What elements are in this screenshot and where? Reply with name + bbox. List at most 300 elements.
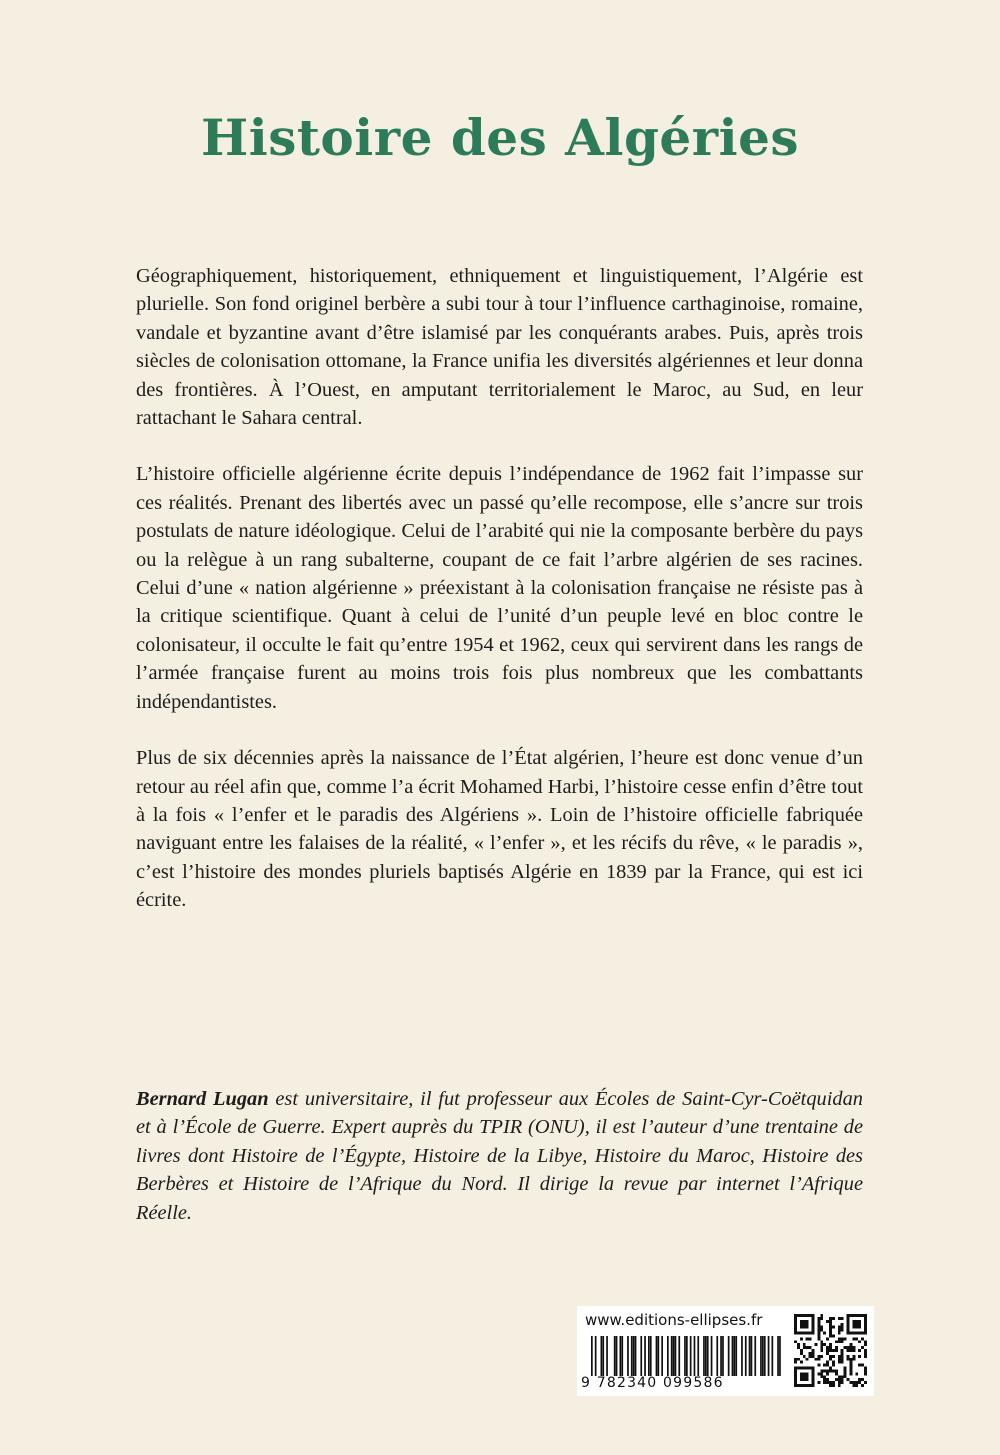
barcode-bar	[601, 1336, 603, 1376]
qr-module	[829, 1367, 832, 1370]
barcode-bar	[779, 1336, 781, 1376]
qr-module	[832, 1384, 835, 1387]
author-bio-text: est universitaire, il fut professeur aux Écoles de Saint-Cyr-Coëtquidan et à l’École de Guerre. Expert auprès du TPIR (ONU), il est l’auteur d’une trentaine de livres dont Histoire de l’Égypte, Histoire de la Libye, Histoire du Maroc, Histoire des Berbères et Histoire de l’Afrique du Nord. Il dirige la revue par internet l’Afrique Réelle.	[136, 1088, 863, 1224]
qr-module	[864, 1349, 867, 1352]
qr-module	[858, 1314, 861, 1317]
barcode-bar	[635, 1336, 637, 1376]
qr-module	[794, 1320, 797, 1323]
qr-module	[829, 1326, 832, 1329]
qr-module	[800, 1332, 803, 1335]
qr-module	[803, 1326, 806, 1329]
barcode-bar	[673, 1336, 675, 1376]
qr-module	[817, 1372, 820, 1375]
qr-module	[826, 1349, 829, 1352]
qr-module	[838, 1337, 841, 1340]
qr-module	[817, 1329, 820, 1332]
blurb-paragraph-2: L’histoire officielle algérienne écrite depuis l’indépendance de 1962 fait l’impasse sur ces réalités. Prenant des libertés avec un passé qu’elle recompose, elle s’ancre sur trois postulats de nature idéologique. Celui de l’arabité qui nie la composante berbère du pays ou la relègue à un rang subalterne, coupant de ce fait l’arbre algérien de ses racines. Celui d’une « nation algérienne » préexistant à la colonisation française ne résiste pas à la critique scientifique. Quant à celui de l’unité d’un peuple levé en bloc contre le colonisateur, il occulte le fait qu’entre 1954 et 1962, ceux qui servirent dans les rangs de l’armée française furent au moins trois fois plus nombreux que les combattants indépendantistes.	[136, 463, 863, 713]
qr-module	[800, 1337, 803, 1340]
qr-module	[829, 1384, 832, 1387]
barcode-bar	[760, 1336, 762, 1376]
qr-module	[826, 1346, 829, 1349]
qr-module	[809, 1314, 812, 1317]
qr-module	[794, 1384, 797, 1387]
qr-module	[832, 1361, 835, 1364]
qr-module	[838, 1326, 841, 1329]
qr-module	[820, 1349, 823, 1352]
qr-module	[835, 1378, 838, 1381]
qr-module	[844, 1346, 847, 1349]
qr-module	[847, 1378, 850, 1381]
qr-module	[864, 1320, 867, 1323]
qr-module	[844, 1367, 847, 1370]
qr-module	[864, 1329, 867, 1332]
qr-module	[858, 1340, 861, 1343]
qr-module	[803, 1355, 806, 1358]
qr-module	[855, 1314, 858, 1317]
qr-module	[814, 1343, 817, 1346]
qr-module	[861, 1332, 864, 1335]
barcode-bar	[648, 1336, 650, 1376]
qr-module	[849, 1369, 852, 1372]
qr-module	[838, 1378, 841, 1381]
barcode-bar	[591, 1336, 593, 1376]
qr-module	[806, 1320, 809, 1323]
barcode-bar	[707, 1336, 709, 1376]
qr-module	[803, 1320, 806, 1323]
qr-module	[832, 1355, 835, 1358]
qr-module	[794, 1358, 797, 1361]
qr-module	[817, 1355, 820, 1358]
author-bio	[136, 1085, 863, 1227]
qr-module	[838, 1381, 841, 1384]
qr-module	[803, 1378, 806, 1381]
barcode-bar	[694, 1336, 696, 1376]
barcode-bar	[711, 1336, 713, 1376]
qr-module	[812, 1378, 815, 1381]
book-title: Histoire des Algéries	[200, 108, 800, 167]
qr-module	[852, 1337, 855, 1340]
qr-module	[835, 1346, 838, 1349]
qr-module	[800, 1378, 803, 1381]
barcode-bar	[686, 1336, 688, 1376]
qr-module	[841, 1361, 844, 1364]
qr-module	[849, 1349, 852, 1352]
barcode-panel	[577, 1306, 874, 1396]
qr-module	[829, 1349, 832, 1352]
qr-module	[864, 1343, 867, 1346]
qr-module	[820, 1372, 823, 1375]
barcode-bar	[732, 1336, 734, 1376]
blurb-paragraph-3: Plus de six décennies après la naissance de l’État algérien, l’heure est donc venue d’un retour au réel afin que, comme l’a écrit Mohamed Harbi, l’histoire cesse enfin d’être tout à la fois « l’enfer et le paradis des Algériens ». Loin de l’histoire officielle fabriquée naviguant entre les falaises de la réalité, « l’enfer », et les récifs du rêve, « le paradis », c’est l’histoire des mondes pluriels baptisés Algérie en 1839 par la France, qui est ici écrite.	[136, 747, 863, 912]
qr-module	[829, 1355, 832, 1358]
qr-module	[855, 1320, 858, 1323]
barcode-bar	[675, 1336, 677, 1376]
qr-module	[849, 1367, 852, 1370]
qr-module	[809, 1346, 812, 1349]
qr-module	[817, 1358, 820, 1361]
qr-module	[841, 1358, 844, 1361]
qr-module	[794, 1332, 797, 1335]
barcode-bar	[705, 1336, 707, 1376]
qr-module	[812, 1384, 815, 1387]
qr-module	[832, 1381, 835, 1384]
qr-module	[823, 1364, 826, 1367]
barcode-bar	[741, 1336, 743, 1376]
qr-module	[812, 1349, 815, 1352]
qr-module	[841, 1323, 844, 1326]
qr-module	[838, 1317, 841, 1320]
qr-module	[847, 1355, 850, 1358]
barcode-bar	[658, 1336, 660, 1376]
qr-module	[849, 1314, 852, 1317]
qr-module	[861, 1337, 864, 1340]
qr-module	[812, 1329, 815, 1332]
qr-module	[817, 1323, 820, 1326]
barcode-bar	[650, 1336, 652, 1376]
qr-module	[797, 1343, 800, 1346]
qr-module	[812, 1367, 815, 1370]
qr-module	[823, 1375, 826, 1378]
qr-module	[847, 1329, 850, 1332]
barcode-bar	[754, 1336, 756, 1376]
qr-module	[803, 1343, 806, 1346]
qr-module	[812, 1332, 815, 1335]
qr-module	[803, 1332, 806, 1335]
qr-module	[861, 1378, 864, 1381]
qr-module	[812, 1314, 815, 1317]
qr-module	[864, 1355, 867, 1358]
qr-module	[852, 1349, 855, 1352]
isbn-number: 9 782340 099586	[581, 1375, 724, 1391]
qr-module	[861, 1384, 864, 1387]
barcode-bar	[703, 1336, 705, 1376]
qr-module	[794, 1375, 797, 1378]
qr-module	[820, 1317, 823, 1320]
qr-module	[817, 1326, 820, 1329]
qr-module	[849, 1346, 852, 1349]
barcode-bar	[614, 1336, 616, 1376]
qr-module	[809, 1352, 812, 1355]
qr-module	[794, 1340, 797, 1343]
qr-module	[800, 1352, 803, 1355]
qr-module	[817, 1320, 820, 1323]
barcode-bar	[656, 1336, 658, 1376]
author-name: Bernard Lugan	[136, 1088, 269, 1110]
qr-module	[794, 1326, 797, 1329]
qr-module	[800, 1372, 803, 1375]
qr-module	[864, 1340, 867, 1343]
qr-module	[826, 1369, 829, 1372]
qr-module	[809, 1384, 812, 1387]
qr-module	[829, 1329, 832, 1332]
qr-module	[826, 1372, 829, 1375]
qr-module	[844, 1337, 847, 1340]
qr-module	[806, 1337, 809, 1340]
qr-module	[826, 1364, 829, 1367]
qr-module	[806, 1358, 809, 1361]
qr-module	[841, 1329, 844, 1332]
qr-module	[838, 1329, 841, 1332]
qr-module	[794, 1367, 797, 1370]
qr-module	[817, 1334, 820, 1337]
qr-module	[858, 1378, 861, 1381]
qr-module	[806, 1326, 809, 1329]
qr-module	[809, 1367, 812, 1370]
qr-module	[832, 1349, 835, 1352]
qr-module	[855, 1337, 858, 1340]
qr-module	[823, 1332, 826, 1335]
qr-module	[835, 1349, 838, 1352]
qr-module	[852, 1314, 855, 1317]
barcode-bar	[720, 1336, 722, 1376]
qr-module	[832, 1369, 835, 1372]
qr-module	[800, 1361, 803, 1364]
qr-module	[838, 1358, 841, 1361]
qr-module	[812, 1352, 815, 1355]
qr-module	[820, 1326, 823, 1329]
qr-module	[820, 1343, 823, 1346]
qr-module	[829, 1346, 832, 1349]
qr-module	[864, 1326, 867, 1329]
qr-module	[803, 1375, 806, 1378]
qr-module	[832, 1334, 835, 1337]
qr-code	[794, 1314, 867, 1387]
qr-module	[800, 1314, 803, 1317]
qr-module	[817, 1317, 820, 1320]
qr-module	[858, 1332, 861, 1335]
barcode-bar	[627, 1336, 629, 1376]
qr-module	[826, 1361, 829, 1364]
qr-module	[826, 1320, 829, 1323]
qr-module	[847, 1314, 850, 1317]
qr-module	[794, 1369, 797, 1372]
barcode-bar	[728, 1336, 730, 1376]
qr-module	[858, 1355, 861, 1358]
qr-module	[826, 1378, 829, 1381]
barcode-bar	[633, 1336, 635, 1376]
qr-module	[832, 1326, 835, 1329]
qr-module	[855, 1332, 858, 1335]
qr-module	[864, 1332, 867, 1335]
qr-module	[806, 1323, 809, 1326]
barcode-bar	[764, 1336, 766, 1376]
qr-module	[841, 1355, 844, 1358]
qr-module	[800, 1320, 803, 1323]
qr-module	[849, 1343, 852, 1346]
barcode-bar	[716, 1336, 718, 1376]
qr-module	[823, 1369, 826, 1372]
barcode-bar	[684, 1336, 686, 1376]
qr-module	[812, 1320, 815, 1323]
qr-module	[844, 1372, 847, 1375]
qr-module	[847, 1332, 850, 1335]
qr-module	[797, 1367, 800, 1370]
qr-module	[797, 1332, 800, 1335]
qr-module	[849, 1332, 852, 1335]
qr-module	[809, 1337, 812, 1340]
qr-module	[814, 1358, 817, 1361]
qr-module	[832, 1317, 835, 1320]
qr-module	[841, 1352, 844, 1355]
qr-module	[806, 1367, 809, 1370]
qr-module	[803, 1372, 806, 1375]
qr-module	[809, 1332, 812, 1335]
barcode-bar	[772, 1336, 774, 1376]
qr-module	[820, 1346, 823, 1349]
qr-module	[858, 1326, 861, 1329]
qr-module	[797, 1314, 800, 1317]
qr-module	[852, 1355, 855, 1358]
qr-module	[838, 1355, 841, 1358]
qr-module	[820, 1329, 823, 1332]
qr-module	[844, 1375, 847, 1378]
qr-module	[844, 1369, 847, 1372]
qr-module	[829, 1343, 832, 1346]
qr-module	[838, 1375, 841, 1378]
barcode-bar	[595, 1336, 597, 1376]
qr-module	[820, 1314, 823, 1317]
barcode-bar	[762, 1336, 764, 1376]
qr-module	[841, 1326, 844, 1329]
qr-module	[817, 1381, 820, 1384]
qr-module	[829, 1332, 832, 1335]
qr-module	[847, 1323, 850, 1326]
barcode-bar	[690, 1336, 692, 1376]
barcode-bar	[620, 1336, 622, 1376]
barcode-bar	[722, 1336, 724, 1376]
qr-module	[812, 1369, 815, 1372]
qr-module	[858, 1320, 861, 1323]
qr-module	[806, 1372, 809, 1375]
qr-module	[794, 1317, 797, 1320]
blurb-paragraph-1: Géographiquement, historiquement, ethniquement et linguistiquement, l’Algérie est plurielle. Son fond originel berbère a subi tour à tour l’influence carthaginoise, romaine, vandale et byzantine avant d’être islamisé par les conquérants arabes. Puis, après trois siècles de colonisation ottomane, la France unifia les diversités algériennes et leur donna des frontières. À l’Ouest, en amputant territorialement le Maroc, au Sud, en leur rattachant le Sahara central.	[136, 265, 863, 430]
qr-module	[829, 1317, 832, 1320]
barcode-bar	[678, 1336, 680, 1376]
qr-module	[849, 1372, 852, 1375]
qr-module	[817, 1332, 820, 1335]
qr-module	[820, 1375, 823, 1378]
qr-module	[847, 1320, 850, 1323]
barcode-bar	[644, 1336, 646, 1376]
barcode-bar	[602, 1336, 604, 1376]
qr-module	[826, 1381, 829, 1384]
qr-module	[803, 1314, 806, 1317]
qr-module	[847, 1326, 850, 1329]
qr-module	[852, 1332, 855, 1335]
qr-module	[820, 1369, 823, 1372]
qr-module	[800, 1375, 803, 1378]
qr-module	[803, 1323, 806, 1326]
qr-module	[794, 1378, 797, 1381]
qr-module	[858, 1364, 861, 1367]
qr-module	[794, 1314, 797, 1317]
blurb	[136, 262, 863, 943]
qr-module	[829, 1323, 832, 1326]
qr-module	[800, 1367, 803, 1370]
qr-module	[809, 1355, 812, 1358]
qr-module	[835, 1369, 838, 1372]
qr-module	[806, 1332, 809, 1335]
qr-module	[817, 1364, 820, 1367]
qr-module	[838, 1384, 841, 1387]
qr-module	[829, 1381, 832, 1384]
qr-module	[852, 1381, 855, 1384]
barcode-bar	[631, 1336, 633, 1376]
qr-module	[803, 1346, 806, 1349]
barcode-bar	[745, 1336, 747, 1376]
qr-module	[820, 1340, 823, 1343]
qr-module	[820, 1355, 823, 1358]
qr-module	[797, 1384, 800, 1387]
qr-module	[855, 1323, 858, 1326]
publisher-website: www.editions-ellipses.fr	[585, 1311, 763, 1329]
qr-module	[861, 1364, 864, 1367]
qr-module	[864, 1372, 867, 1375]
qr-module	[849, 1364, 852, 1367]
barcode-bar	[777, 1336, 779, 1376]
qr-module	[852, 1358, 855, 1361]
qr-module	[852, 1320, 855, 1323]
barcode-bar	[621, 1336, 623, 1376]
qr-module	[812, 1375, 815, 1378]
barcode-bar	[640, 1336, 642, 1376]
qr-module	[858, 1323, 861, 1326]
qr-module	[806, 1375, 809, 1378]
barcode-bar	[749, 1336, 751, 1376]
qr-module	[841, 1381, 844, 1384]
barcode-bar	[661, 1336, 663, 1376]
qr-module	[826, 1352, 829, 1355]
isbn-barcode	[591, 1336, 781, 1376]
qr-module	[794, 1323, 797, 1326]
qr-module	[806, 1384, 809, 1387]
qr-module	[864, 1323, 867, 1326]
qr-module	[852, 1384, 855, 1387]
qr-module	[829, 1320, 832, 1323]
barcode-bar	[616, 1336, 618, 1376]
qr-module	[849, 1361, 852, 1364]
qr-module	[794, 1329, 797, 1332]
qr-module	[864, 1317, 867, 1320]
qr-module	[855, 1326, 858, 1329]
qr-module	[806, 1346, 809, 1349]
barcode-bar	[751, 1336, 753, 1376]
qr-module	[826, 1337, 829, 1340]
qr-module	[847, 1317, 850, 1320]
barcode-bar	[768, 1336, 770, 1376]
barcode-bar	[606, 1336, 608, 1376]
qr-module	[823, 1378, 826, 1381]
qr-module	[864, 1367, 867, 1370]
qr-module	[841, 1378, 844, 1381]
qr-module	[847, 1346, 850, 1349]
qr-module	[841, 1375, 844, 1378]
qr-module	[841, 1349, 844, 1352]
qr-module	[835, 1340, 838, 1343]
qr-module	[855, 1384, 858, 1387]
qr-module	[847, 1349, 850, 1352]
qr-module	[812, 1372, 815, 1375]
qr-module	[794, 1381, 797, 1384]
qr-module	[852, 1326, 855, 1329]
barcode-bar	[735, 1336, 737, 1376]
qr-module	[858, 1349, 861, 1352]
qr-module	[855, 1372, 858, 1375]
qr-module	[861, 1314, 864, 1317]
qr-module	[838, 1332, 841, 1335]
qr-module	[817, 1337, 820, 1340]
qr-module	[841, 1337, 844, 1340]
